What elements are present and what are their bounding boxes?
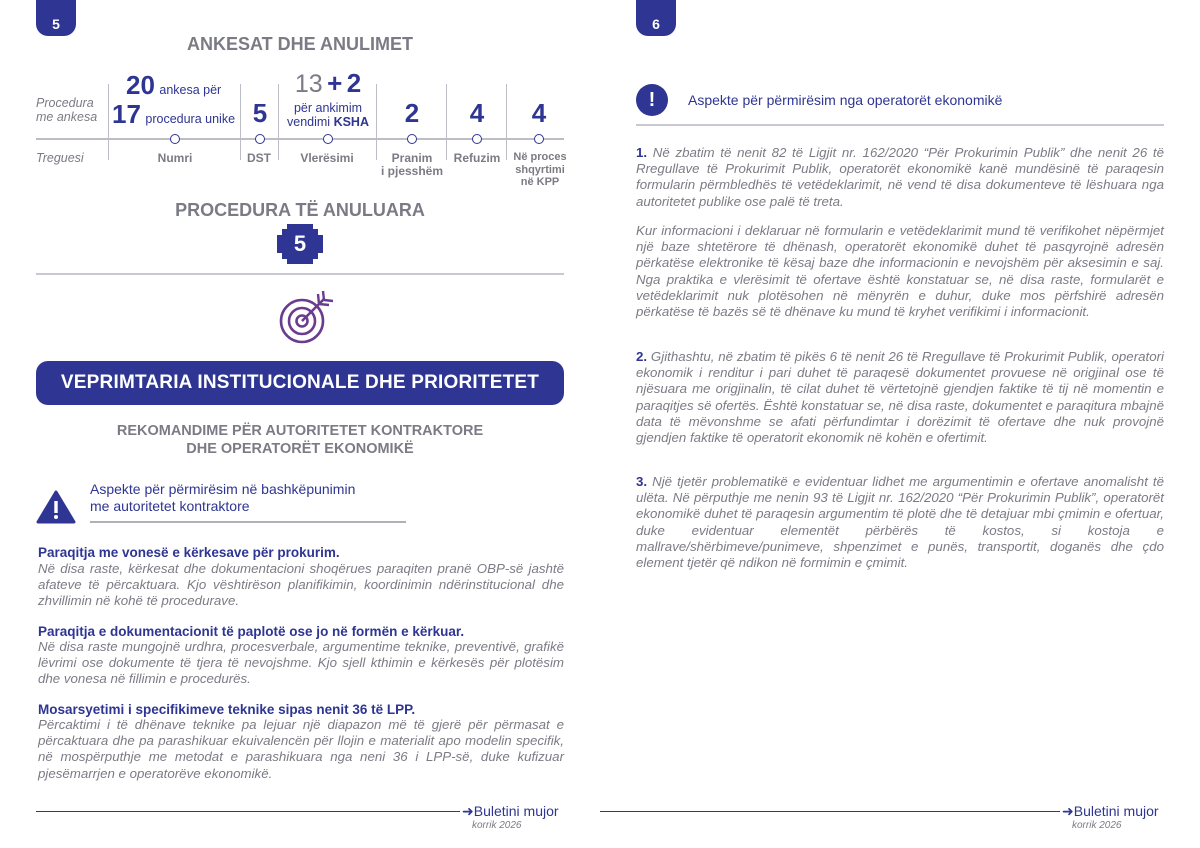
separator: [240, 84, 241, 160]
procedures-text: procedura unike: [145, 112, 236, 126]
cancelled-title: PROCEDURA TË ANULUARA: [175, 200, 425, 220]
review-text-1: për ankimim: [293, 101, 363, 115]
separator: [376, 84, 377, 160]
axis-dot: [255, 134, 265, 144]
cancelled-badge: [277, 224, 323, 264]
row-label-top: Procedura: [36, 96, 94, 110]
section-underline: [90, 521, 406, 523]
page-number: 6: [652, 16, 660, 32]
footer-line: [600, 811, 1060, 812]
review-value-a: 13: [294, 70, 323, 98]
footer-line: [36, 811, 460, 812]
axis-rejected: Refuzim: [453, 151, 501, 165]
warning-icon: [36, 490, 76, 524]
axis-dst: DST: [247, 151, 271, 165]
footer: [462, 803, 559, 831]
axis-kpp-1: Në proces: [513, 151, 567, 163]
footer-arrow-icon: ➜: [1062, 803, 1074, 819]
paragraph-3-title: Mosarsyetimi i specifikimeve teknike sipas nenit 36 të LPP.: [38, 702, 416, 717]
page-number: 5: [52, 16, 60, 32]
axis-dot: [170, 134, 180, 144]
axis-dot: [407, 134, 417, 144]
axis-review: Vlerësimi: [300, 151, 354, 165]
cooperation-title-line-2: me autoritetet kontraktore: [90, 498, 250, 514]
paragraph-1-body: Në zbatim të nenit 82 të Ligjit nr. 162/2020 “Për Prokurimin Publik” dhe nenit 26 të Rregullave të Prokurimit Publik, operatorët ekonomikë kanë mundësinë të paraqesin formularin përmbledhës të vetëdeklarimit, në vend të disa dokumenteve të lëshuara nga autoritetet publike ose palë të treta.: [636, 145, 1164, 209]
right-paragraph-3: [636, 474, 1164, 571]
stat-number: [112, 70, 244, 130]
complaints-text: ankesa për: [159, 83, 222, 97]
target-icon: [278, 290, 334, 344]
recommendations-title: [36, 422, 564, 458]
review-value-b: 2: [346, 68, 362, 98]
procedures-count: 17: [112, 99, 141, 129]
right-paragraph-1: [636, 145, 1164, 210]
paragraph-1-number: 1.: [636, 145, 648, 160]
axis-number: Numri: [157, 151, 193, 165]
divider: [36, 273, 564, 275]
paragraph-2-number: 2.: [636, 349, 648, 364]
complaints-count: 20: [126, 70, 155, 100]
axis-accepted-1: Pranim: [391, 151, 433, 165]
axis-kpp: [506, 151, 574, 189]
review-plus: +: [327, 68, 343, 98]
axis-accepted-2: i pjesshëm: [380, 164, 444, 178]
stats-title: ANKESAT DHE ANULIMET: [187, 34, 413, 54]
page-number-tab: [36, 0, 76, 36]
paragraph-1-text: Në disa raste, kërkesat dhe dokumentacioni shoqërues paraqiten pranë OBP-së jashtë afateve të përcaktuara. Kjo vështirëson planifikimin, koordinimin ndërinstitucional dhe zhvillimin në kohë të procedurave.: [38, 561, 564, 609]
dst-value: 5: [252, 98, 268, 128]
footer: [1062, 803, 1159, 831]
paragraph-3-text: Përcaktimi i të dhënave teknike pa lejuar një diapazon më të gjerë për përmasat e përcaktuara dhe pa parashikuar ekuivalencën për llojin e materialit apo modelin specifik, në mospërputhje me metodat e parashikuara nga neni 36 i LPP-së, duke kufizuar pjesëmarrjen e operatorëve ekonomikë.: [38, 717, 564, 781]
footer-date: korrik 2026: [472, 820, 522, 831]
cancelled-value: 5: [293, 231, 307, 256]
axis-accepted: [372, 152, 452, 178]
separator: [108, 84, 109, 160]
stats-axis: [36, 138, 564, 140]
footer-title: Buletini mujor: [1073, 803, 1159, 819]
right-paragraph-2: [636, 349, 1164, 446]
paragraph-3-body: Një tjetër problematikë e evidentuar lidhet me argumentimin e ofertave anomalisht të ulëta. Në përputhje me nenin 93 të Ligjit nr. 162/2020 “Për Prokurimin Publik”, operatorët ekonomikë duhet të paraqesin argumentim të plotë dhe të detajuar mbi çmimin e ofertuar, duke evidentuar elementët përbërës të kostos, si kostoja e mallrave/shërbimeve/punimeve, shpenzimet e punës, transportit, doganës dhe çdo element tjetër që ndikon në formimin e çmimit.: [636, 474, 1164, 571]
page-number-tab: [636, 0, 676, 36]
right-paragraph-1b: Kur informacioni i deklaruar në formularin e vetëdeklarimit mund të verifikohet nëpërmjet një baze shtetërore të dhënash, operatorët ekonomikë duhet të pasqyrojnë adresën përkatëse elektronike të kësaj baze dhe informacionin e nevojshëm për aksesimin e saj. Nga praktika e vlerësimit të ofertave është konstatuar se, në disa raste, formularët e vetëdeklarimit nuk plotësohen në mënyrën e duhur, duke mos përfshirë adresën përkatëse të bazës së të dhënave ku mund të kryhet verifikimi i informacionit.: [636, 223, 1164, 320]
review-text-ksha: KSHA: [333, 115, 369, 129]
cooperation-title-line-1: Aspekte për përmirësim në bashkëpunimin: [90, 481, 356, 497]
paragraph-3-number: 3.: [636, 474, 648, 489]
row-label: [36, 96, 97, 124]
recommendations-line-2: DHE OPERATORËT EKONOMIKË: [186, 441, 414, 457]
paragraph-2-title: Paraqitja e dokumentacionit të paplotë ose jo në formën e kërkuar.: [38, 624, 465, 639]
paragraph-1-title: Paraqitja me vonesë e kërkesave për prokurim.: [38, 545, 340, 560]
footer-title: Buletini mujor: [473, 803, 559, 819]
paragraph-2-body: Gjithashtu, në zbatim të pikës 6 të nenit 26 të Rregullave të Prokurimit Publik, operatori ekonomik i renditur i pari duhet të paraqesë dokumentet provuese në origjinal ose të njësuara me origjinalin, të cilat duhet të vërtetojnë gjendjen faktike të tij në momentin e paraqitjes së ofertës. Është konstatuar se, në disa raste, dokumentet e paraqitura mbajnë data të mëvonshme se afati përfundimtar i dorëzimit të ofertave dhe nuk provojnë gjendjen faktike të operatorit ekonomik në kohën e ofertimit.: [636, 349, 1164, 446]
stat-review: [280, 70, 376, 129]
separator: [506, 84, 507, 160]
recommendations-line-1: REKOMANDIME PËR AUTORITETET KONTRAKTORE: [116, 423, 484, 439]
section-banner: VEPRIMTARIA INSTITUCIONALE DHE PRIORITETET: [36, 361, 564, 405]
separator: [446, 84, 447, 160]
review-text-2: vendimi: [287, 115, 331, 129]
axis-dot: [323, 134, 333, 144]
section-underline: [636, 124, 1164, 126]
paragraph-2-text: Në disa raste mungojnë urdhra, procesverbale, argumentime teknike, preventivë, grafikë lëvrimi ose dokumente të tjera të nevojshme. Kjo sjell kthimin e kërkesës për plotësim dhe vonesa në fillimin e procedurës.: [38, 639, 564, 687]
kpp-value: 4: [531, 98, 547, 128]
exclamation-icon: !: [636, 84, 668, 116]
axis-dot: [472, 134, 482, 144]
row-label-bottom: me ankesa: [36, 110, 98, 124]
footer-arrow-icon: ➜: [462, 803, 474, 819]
accepted-value: 2: [404, 98, 420, 128]
axis-kpp-2: shqyrtimi: [515, 163, 565, 176]
cooperation-section-title: [90, 481, 355, 515]
footer-date: korrik 2026: [1072, 820, 1122, 831]
review-text-2-wrap: [280, 115, 376, 129]
axis-kpp-3: në KPP: [520, 176, 560, 188]
rejected-value: 4: [469, 98, 485, 128]
operators-section-title: Aspekte për përmirësim nga operatorët ekonomikë: [688, 92, 1003, 108]
separator: [278, 84, 279, 160]
axis-dot: [534, 134, 544, 144]
indicator-label: Treguesi: [36, 151, 84, 165]
